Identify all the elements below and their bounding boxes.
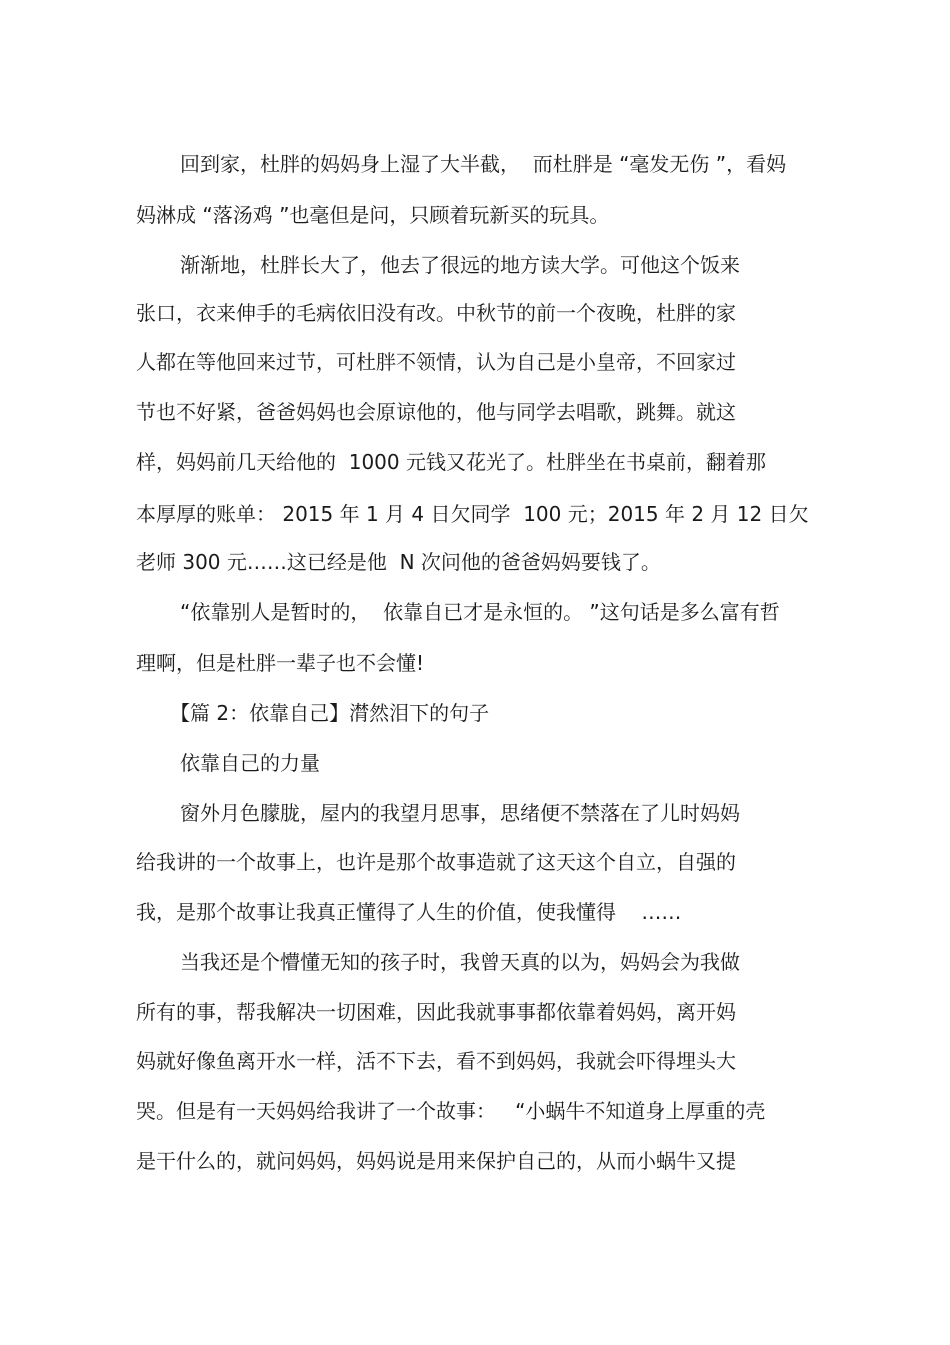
text-line: 样，妈妈前几天给他的 1000 元钱又花光了。杜胖坐在书桌前，翻着那	[136, 450, 766, 474]
text-line: “依靠别人是暂时的， 依靠自已才是永恒的。 ”这句话是多么富有哲	[180, 600, 780, 624]
text-line: 节也不好紧，爸爸妈妈也会原谅他的，他与同学去唱歌，跳舞。就这	[136, 400, 736, 424]
text-line: 回到家，杜胖的妈妈身上湿了大半截， 而杜胖是 “毫发无伤 ”，看妈	[180, 152, 787, 176]
text-line: 老师 300 元……这已经是他 N 次问他的爸爸妈妈要钱了。	[136, 550, 661, 574]
text-line: 当我还是个懵懂无知的孩子时，我曾天真的以为，妈妈会为我做	[180, 950, 740, 974]
text-line: 窗外月色朦胧，屋内的我望月思事，思绪便不禁落在了儿时妈妈	[180, 801, 740, 825]
section-heading: 【篇 2：依靠自己】潸然泪下的句子	[170, 701, 490, 725]
text-line: 理啊，但是杜胖一辈子也不会懂!	[136, 651, 425, 675]
text-line: 哭。但是有一天妈妈给我讲了一个故事： “小蜗牛不知道身上厚重的壳	[136, 1099, 766, 1123]
text-line: 本厚厚的账单： 2015 年 1 月 4 日欠同学 100 元；2015 年 2 月 12 日欠	[136, 502, 809, 526]
text-line: 妈淋成 “落汤鸡 ”也毫但是问，只顾着玩新买的玩具。	[136, 203, 610, 227]
text-line: 所有的事，帮我解决一切困难，因此我就事事都依靠着妈妈，离开妈	[136, 1000, 736, 1024]
subheading: 依靠自己的力量	[180, 751, 320, 775]
text-line: 妈就好像鱼离开水一样，活不下去，看不到妈妈，我就会吓得埋头大	[136, 1049, 736, 1073]
text-line: 人都在等他回来过节，可杜胖不领情，认为自己是小皇帝，不回家过	[136, 350, 736, 374]
text-line: 我，是那个故事让我真正懂得了人生的价值，使我懂得 ……	[136, 900, 682, 924]
text-line: 张口，衣来伸手的毛病依旧没有改。中秋节的前一个夜晚，杜胖的家	[136, 301, 736, 325]
text-line: 渐渐地，杜胖长大了，他去了很远的地方读大学。可他这个饭来	[180, 253, 740, 277]
text-line: 给我讲的一个故事上，也许是那个故事造就了这天这个自立，自强的	[136, 850, 736, 874]
text-line: 是干什么的，就问妈妈，妈妈说是用来保护自己的，从而小蜗牛又提	[136, 1149, 736, 1173]
